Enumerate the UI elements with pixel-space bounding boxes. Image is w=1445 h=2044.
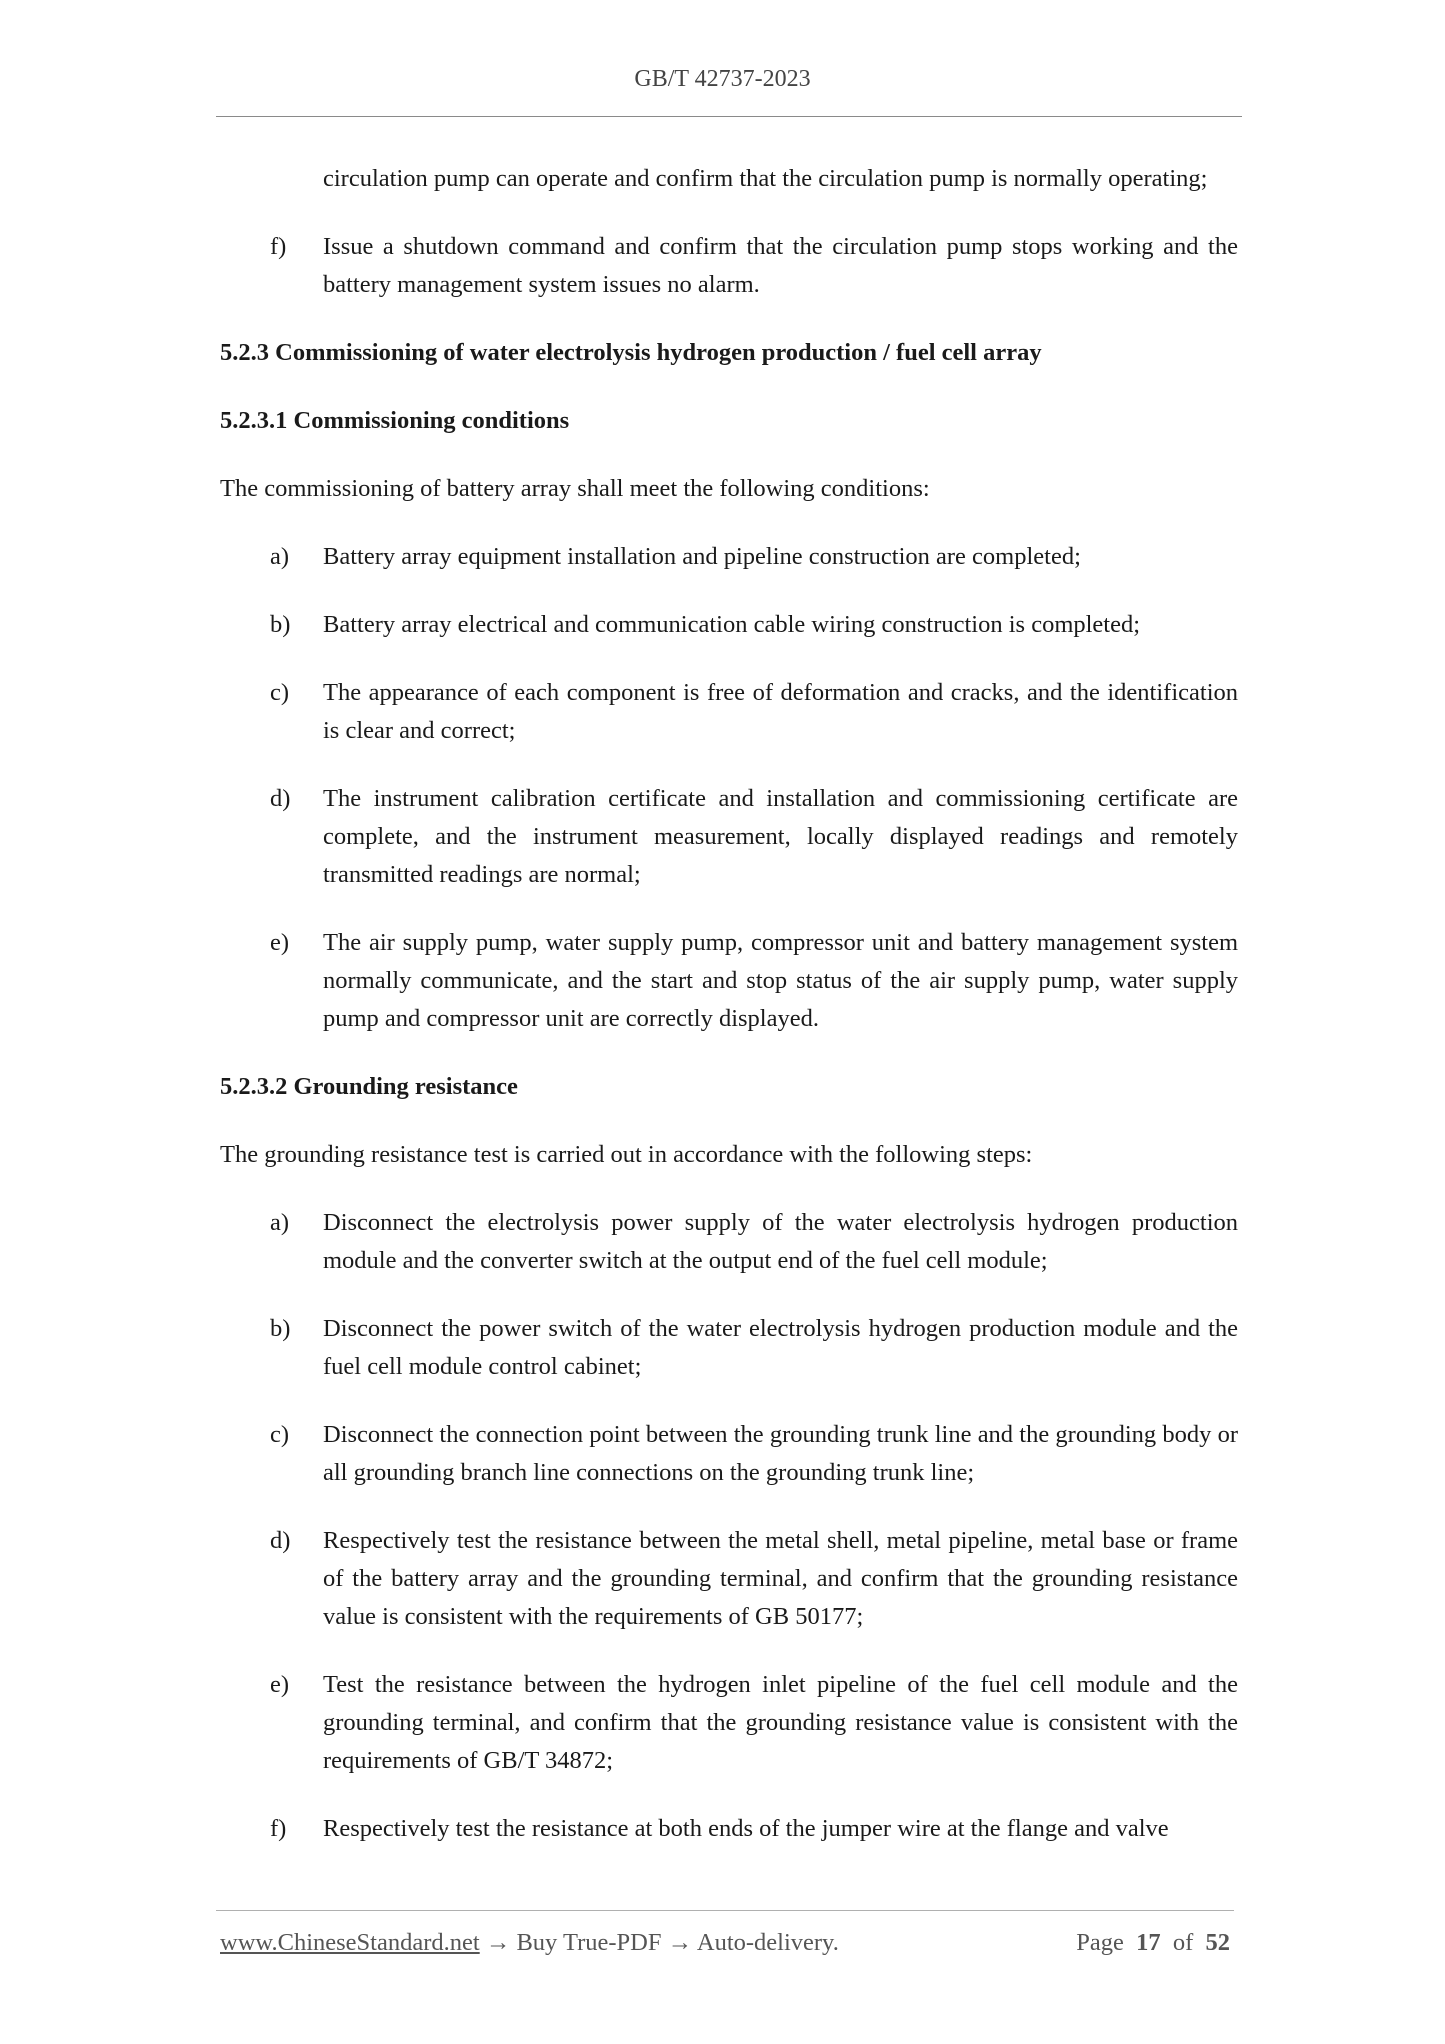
list-item-text: Battery array electrical and communication cable wiring construction is completed;	[323, 611, 1141, 638]
list-marker: b)	[270, 1315, 291, 1342]
document-header: GB/T 42737-2023	[634, 66, 811, 92]
list-item-text: Test the resistance between the hydrogen inlet pipeline of the fuel cell module and the grounding terminal, and confirm that the grounding resistance value is consistent with the requirements of GB/T 34872;	[323, 1671, 1238, 1774]
list-marker: c)	[270, 679, 290, 706]
list-item	[220, 538, 1238, 576]
list-item	[220, 1416, 1238, 1492]
page-indicator	[1076, 1929, 1230, 1957]
list-marker: c)	[270, 1421, 290, 1448]
total-pages: 52	[1205, 1929, 1230, 1956]
document-body	[220, 160, 1238, 1848]
list-item-text: The air supply pump, water supply pump, compressor unit and battery management system normally communicate, and the start and stop status of the air supply pump, water supply pump and compressor unit are correctly displayed.	[323, 929, 1238, 1032]
list-item-text: The appearance of each component is free of deformation and cracks, and the identification is clear and correct;	[323, 679, 1238, 744]
list-item	[220, 1310, 1238, 1386]
arrow-right-icon: →	[667, 1929, 693, 1956]
list-item	[220, 780, 1238, 894]
list-item	[220, 228, 1238, 304]
list-marker: e)	[270, 929, 290, 956]
list-item	[220, 1810, 1238, 1848]
page-label: Page	[1076, 1929, 1124, 1956]
page-number: 17	[1136, 1929, 1161, 1956]
list-item	[220, 674, 1238, 750]
list-item-text: Respectively test the resistance at both ends of the jumper wire at the flange and valve	[323, 1815, 1169, 1842]
list-item-text: Battery array equipment installation and pipeline construction are completed;	[323, 543, 1081, 570]
list-marker: a)	[270, 543, 290, 570]
section-heading-5-2-3: 5.2.3 Commissioning of water electrolysis hydrogen production / fuel cell array	[220, 339, 1042, 366]
list-marker: a)	[270, 1209, 290, 1236]
footer-promo	[220, 1929, 839, 1957]
list-marker: e)	[270, 1671, 290, 1698]
list-item-text: Disconnect the electrolysis power supply of the water electrolysis hydrogen production module and the converter switch at the output end of the fuel cell module;	[323, 1209, 1238, 1274]
list-item-text: The instrument calibration certificate and installation and commissioning certificate are complete, and the instrument measurement, locally displayed readings and remotely transmitted readings are normal;	[323, 785, 1238, 888]
list-item-text: Issue a shutdown command and confirm that the circulation pump stops working and the battery management system issues no alarm.	[323, 233, 1238, 298]
list-marker: f)	[270, 233, 287, 260]
list-item	[220, 606, 1238, 644]
list-marker: d)	[270, 785, 291, 812]
footer-divider	[216, 1910, 1234, 1911]
list-item-text: Disconnect the power switch of the water electrolysis hydrogen production module and the fuel cell module control cabinet;	[323, 1315, 1238, 1380]
paragraph-intro-conditions: The commissioning of battery array shall meet the following conditions:	[220, 475, 930, 502]
list-item-text: Disconnect the connection point between the grounding trunk line and the grounding body or all grounding branch line connections on the grounding trunk line;	[323, 1421, 1238, 1486]
list-item	[220, 1522, 1238, 1636]
section-heading-5-2-3-2: 5.2.3.2 Grounding resistance	[220, 1073, 518, 1100]
list-item	[220, 1204, 1238, 1280]
list-marker: d)	[270, 1527, 291, 1554]
header-divider	[216, 116, 1242, 117]
website-link[interactable]: www.ChineseStandard.net	[220, 1929, 480, 1956]
section-heading-5-2-3-1: 5.2.3.1 Commissioning conditions	[220, 407, 570, 434]
list-marker: b)	[270, 611, 291, 638]
arrow-right-icon: →	[485, 1929, 511, 1956]
list-item-text: Respectively test the resistance between the metal shell, metal pipeline, metal base or frame of the battery array and the grounding terminal, and confirm that the grounding resistance value is consistent with the requirements of GB 50177;	[323, 1527, 1238, 1630]
list-marker: f)	[270, 1815, 287, 1842]
list-item	[220, 1666, 1238, 1780]
buy-pdf-text: Buy True-PDF	[516, 1929, 662, 1956]
list-item	[220, 924, 1238, 1038]
auto-delivery-text: Auto-delivery.	[696, 1929, 839, 1956]
continued-list-text: circulation pump can operate and confirm that the circulation pump is normally operating;	[323, 165, 1208, 192]
paragraph-intro-steps: The grounding resistance test is carried out in accordance with the following steps:	[220, 1141, 1033, 1168]
of-label: of	[1172, 1929, 1194, 1956]
